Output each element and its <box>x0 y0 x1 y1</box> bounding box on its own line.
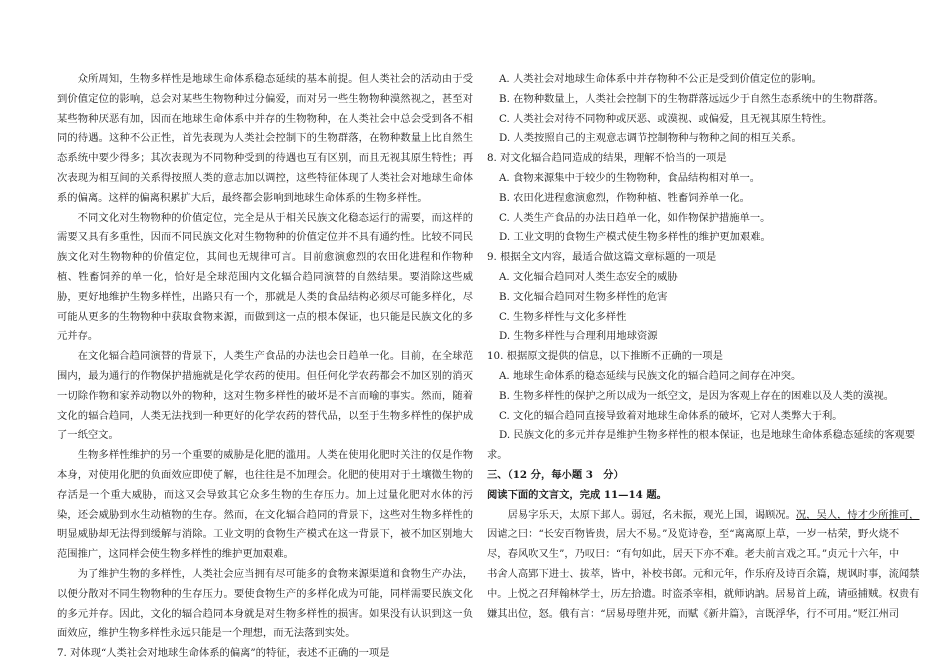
classical-text-line-2: 因谑之曰：“长安百物皆贵，居大不易。”及览诗卷，至“离离原上草，一岁一枯荣，野火烧不 <box>487 528 900 541</box>
passage-paragraph-3: 在文化辐合趋同演替的背景下，人类生产食品的办法也会日趋单一化。目前，在全球范围内，最为通行的作物保护措施就是化学农药的使用。但任何化学农药都会不加区别的消灭一切除作物和家养动物以外的物种，这对生物多样性的破坏是不言而喻的事实。然而，随着文化的辐合趋同，人类无法找到一种更好的化学农药的替代品，以至于生物多样性的保护成了一纸空文。 <box>57 350 473 442</box>
q10-option-a: A. 地球生命体系的稳态延续与民族文化的辐合趋同之间存在冲突。 <box>499 369 802 382</box>
classical-text-line-1 <box>487 506 920 526</box>
classical-text-line-6: 嫌其出位，怒。俄有言：“居易母堕井死，而赋《新井篇》，言既浮华，行不可用。”贬江州司 <box>487 607 900 620</box>
underlined-sentence: 况，吴人，恃才少所推可， <box>795 508 920 521</box>
right-column <box>487 70 920 624</box>
q9-option-a: A. 文化辐合趋同对人类生态安全的威胁 <box>499 270 678 283</box>
q10-option-b: B. 生物多样性的保护之所以成为一纸空文，是因为客观上存在的困难以及人类的漠视。 <box>499 389 895 402</box>
question-7-stem: 7. 对体现“人类社会对地球生命体系的偏离”的特征，表述不正确的一项是 <box>57 647 390 660</box>
question-10-stem: 10. 根据原文提供的信息，以下推断不正确的一项是 <box>487 350 723 363</box>
classical-text-line-5: 中。上悦之召拜翰林学士，历左拾遗。时盗杀宰相，就师讷訥。居易首上疏，请亟捕贼。权贵有 <box>487 587 920 600</box>
q10-option-c: C. 文化的辐合趋同直接导致着对地球生命体系的破坏，它对人类弊大于利。 <box>499 409 843 422</box>
q10-option-d-continuation: 求。 <box>487 449 508 462</box>
q9-option-d: D. 生物多样性与合理利用地球资源 <box>499 330 658 343</box>
q7-option-d: D. 人类按照自己的主观意志调节控制物种与物种之间的相互关系。 <box>499 132 802 145</box>
left-column <box>57 70 473 664</box>
passage-paragraph-1: 众所周知，生物多样性是地球生命体系稳态延续的基本前提。但人类社会的活动由于受到价值定位的影响，总会对某些生物物种过分偏爱，而对另一些生物物种漠然视之，甚至对某些物种厌恶有加，因而在地球生命体系中并存的生物物种，在人类社会中总会受到各不相同的待遇。这种不公正性，首先表现为人类社会控制下的生物群落，在物种数量上比自然生态系统中要少得多；其次表现为不同物种受到的待遇也互有区别，而且无视其原生特性；再次表现为相互间的关系得按照人类的意志加以调控，这些特征体现了人类社会对地球生命体系的偏离。这样的偏离积累扩大后，最终都会影响到地球生命体系的生物多样性。 <box>57 73 473 204</box>
q9-option-c: C. 生物多样性与文化多样性 <box>499 310 627 323</box>
section-three-header: 三、（12 分，每小题 3 分） <box>487 468 624 481</box>
q8-option-a: A. 食物来源集中于较少的生物物种，食品结构相对单一。 <box>499 171 761 184</box>
q7-option-a: A. 人类社会对地球生命体系中并存物种不公正是受到价值定位的影响。 <box>499 73 822 85</box>
question-8-stem: 8. 对文化辐合趋同造成的结果，理解不恰当的一项是 <box>487 152 727 165</box>
q10-option-d: D. 民族文化的多元并存是维护生物多样性的根本保证，也是地球生命体系稳态延续的客观要 <box>499 429 916 442</box>
q7-option-b: B. 在物种数量上，人类社会控制下的生物群落远远少于自然生态系统中的生物群落。 <box>499 92 884 105</box>
q8-option-c: C. 人类生产食品的办法日趋单一化，如作物保护措施单一。 <box>499 211 771 224</box>
question-9-stem: 9. 根据全文内容，最适合做这篇文章标题的一项是 <box>487 251 717 264</box>
q8-option-b: B. 农田化进程愈演愈烈，作物种植、牲畜饲养单一化。 <box>499 191 750 204</box>
passage-paragraph-2: 不同文化对生物物种的价值定位，完全是从于相关民族文化稳态运行的需要，而这样的需要又具有多重性，因而不同民族文化对生物物种的价值定位并不具有通约性。比较不同民族文化对生物物种的价值定位，其间也无规律可言。目前愈演愈烈的农田化进程和作物种植、牲畜饲养的单一化，恰好是全球范围内文化辐合趋同演替的自然结果。要消除这些威胁，更好地维护生物多样性，出路只有一个，那就是人类的食品结构必须尽可能多样化，尽可能从更多的生物物种中获取食物来源，而做到这一点的根本保证，也只能是民族文化的多元并存。 <box>57 211 473 343</box>
q8-option-d: D. 工业文明的食物生产模式使生物多样性的维护更加艰难。 <box>499 231 771 244</box>
reading-instruction: 阅读下面的文言文，完成 11—14 题。 <box>487 488 667 501</box>
q7-option-c: C. 人类社会对待不同物种或厌恶、或漠视、或偏爱，且无视其原生特性。 <box>499 112 833 125</box>
passage-paragraph-5: 为了维护生物的多样性，人类社会应当拥有尽可能多的食物来源渠道和食物生产办法，以便分散对不同生物物种的生存压力。要使食物生产的多样化成为可能，同样需要民族文化的多元并存。因此，文化的辐合趋同本身就是对生物多样性的损害。如果没有认识到这一负面效应，维护生物多样性永远只能是一个理想，而无法落到实处。 <box>57 567 473 640</box>
classical-text-segment: 居易字乐天，太原下邽人。弱冠，名未振，观光上国，谒顾况。 <box>507 508 796 521</box>
classical-text-line-3: 尽，春风吹又生”，乃叹曰：“有句如此，居天下亦不难。老夫前言戏之耳。”贞元十六年，中 <box>487 548 900 561</box>
q9-option-b: B. 文化辐合趋同对生物多样性的危害 <box>499 290 668 303</box>
classical-text-line-4: 书舍人高郢下进士、拔萃，皆中，补校书郎。元和元年，作乐府及诗百余篇，规讽时事，流闻禁 <box>487 567 920 580</box>
passage-paragraph-4: 生物多样性维护的另一个重要的威胁是化肥的滥用。人类在使用化肥时关注的仅是作物本身，对使用化肥的负面效应即使了解，也往往是不加理会。化肥的使用对于土壤微生物的存活是一个重大威胁，而这又会导致其它众多生物的生存压力。加上过量化肥对水体的污染，还会威胁到水生动植物的生存。然而，在文化辐合趋同的背景下，这些对生物多样性的明显威胁却无法得到缓解与消除。工业文明的食物生产模式在这一背景下，被不加区别地大范围推广，这同样会使生物多样性的维护更加艰难。 <box>57 449 473 561</box>
